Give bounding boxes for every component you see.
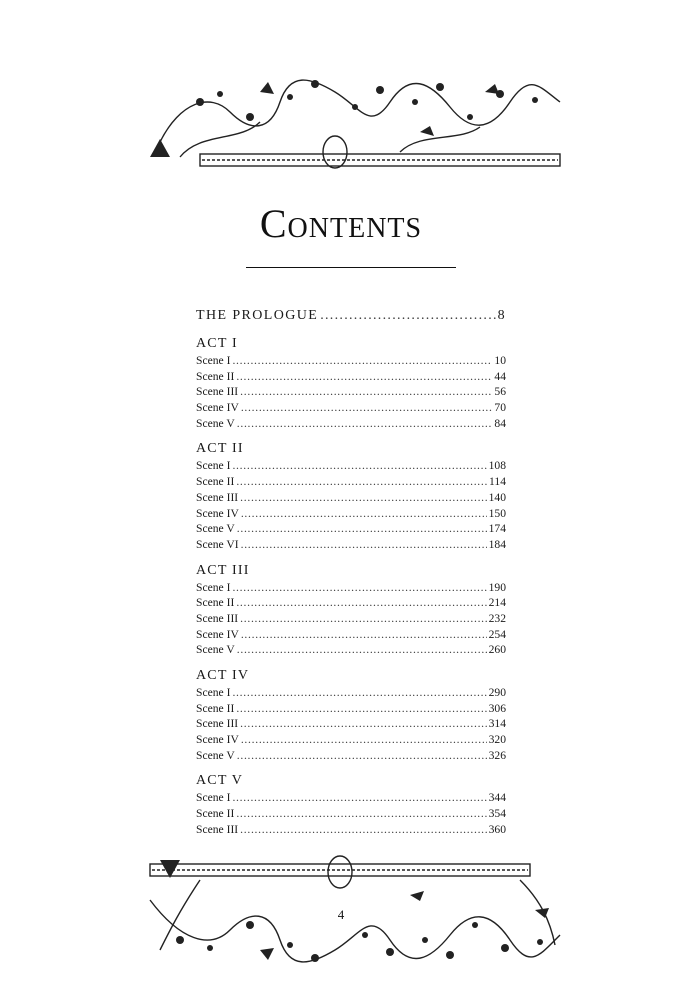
- toc-entry-scene[interactable]: [196, 474, 506, 490]
- entry-label: Scene V: [196, 416, 235, 430]
- entry-page: 114: [489, 475, 506, 489]
- dot-leader: [320, 308, 495, 324]
- entry-page: 306: [488, 701, 506, 715]
- toc-entry-scene[interactable]: [196, 642, 506, 658]
- dot-leader: [240, 384, 492, 400]
- entry-page: 84: [494, 416, 506, 430]
- toc-entry-scene[interactable]: [196, 521, 506, 537]
- dot-leader: [232, 685, 486, 701]
- toc-entry-scene[interactable]: [196, 790, 506, 806]
- entry-label: Scene III: [196, 717, 239, 731]
- act-heading[interactable]: ACT IV: [196, 668, 250, 683]
- act-heading[interactable]: ACT I: [196, 336, 238, 351]
- entry-label: THE PROLOGUE: [196, 308, 319, 323]
- dot-leader: [232, 458, 486, 474]
- dot-leader: [236, 369, 492, 385]
- title-divider: [246, 267, 456, 268]
- dot-leader: [240, 822, 486, 838]
- entry-page: 354: [488, 807, 506, 821]
- dot-leader: [237, 748, 487, 764]
- entry-label: Scene III: [196, 385, 239, 399]
- act-section: [196, 773, 506, 837]
- toc-entry-scene[interactable]: [196, 458, 506, 474]
- entry-page: 184: [488, 537, 506, 551]
- entry-page: 56: [494, 385, 506, 399]
- dot-leader: [240, 490, 486, 506]
- entry-label: Scene III: [196, 490, 239, 504]
- floral-vine-ornament-icon: [140, 72, 570, 182]
- entry-label: Scene I: [196, 354, 231, 367]
- entry-label: Scene II: [196, 596, 235, 610]
- toc-entry-scene[interactable]: [196, 490, 506, 506]
- act-section: [196, 441, 506, 552]
- entry-label: Scene I: [196, 580, 231, 594]
- dot-leader: [236, 474, 487, 490]
- entry-label: Scene IV: [196, 627, 239, 641]
- entry-label: Scene II: [196, 807, 235, 821]
- entry-page: 320: [488, 733, 506, 747]
- table-of-contents: [196, 308, 506, 848]
- dot-leader: [237, 521, 487, 537]
- toc-entry-scene[interactable]: [196, 580, 506, 596]
- entry-page: 290: [488, 686, 506, 699]
- toc-entry-scene[interactable]: [196, 400, 506, 416]
- entry-page: 314: [488, 717, 506, 731]
- entry-label: Scene V: [196, 643, 235, 657]
- entry-page: 190: [488, 580, 506, 594]
- act-heading[interactable]: ACT V: [196, 773, 244, 789]
- entry-page: 150: [488, 506, 506, 520]
- entry-page: 44: [494, 369, 506, 383]
- entry-page: 174: [488, 522, 506, 536]
- act-section: [196, 336, 506, 431]
- entry-label: Scene V: [196, 748, 235, 762]
- toc-entry-scene[interactable]: [196, 506, 506, 522]
- entry-label: Scene V: [196, 522, 235, 536]
- dot-leader: [241, 537, 487, 553]
- entry-page: 260: [488, 643, 506, 657]
- dot-leader: [240, 716, 486, 732]
- entry-page: 254: [488, 627, 506, 641]
- entry-page: 140: [488, 490, 506, 504]
- toc-entry-scene[interactable]: [196, 595, 506, 611]
- act-section: [196, 668, 506, 763]
- page-title: Contents: [259, 201, 423, 246]
- toc-entry-scene[interactable]: [196, 384, 506, 400]
- toc-entry-scene[interactable]: [196, 732, 506, 748]
- entry-label: Scene III: [196, 822, 239, 836]
- toc-entry-scene[interactable]: [196, 806, 506, 822]
- entry-page: 232: [488, 611, 506, 625]
- entry-label: Scene IV: [196, 733, 239, 747]
- dot-leader: [241, 627, 487, 643]
- entry-label: Scene II: [196, 369, 235, 383]
- entry-page: 108: [488, 459, 506, 473]
- toc-entry-scene[interactable]: [196, 716, 506, 732]
- entry-page: 326: [488, 748, 506, 762]
- toc-entry-scene[interactable]: [196, 701, 506, 717]
- entry-page: 10: [494, 354, 506, 367]
- dot-leader: [232, 353, 492, 369]
- dot-leader: [241, 732, 487, 748]
- toc-entry-scene[interactable]: [196, 822, 506, 838]
- dot-leader: [237, 416, 493, 432]
- top-floral-ornament: [140, 72, 570, 182]
- entry-label: Scene IV: [196, 401, 239, 415]
- toc-entry-scene[interactable]: [196, 353, 506, 369]
- dot-leader: [240, 611, 486, 627]
- toc-entry-scene[interactable]: [196, 369, 506, 385]
- entry-page: 360: [488, 822, 506, 836]
- toc-entry-scene[interactable]: [196, 627, 506, 643]
- entry-label: Scene VI: [196, 537, 239, 551]
- toc-entry-scene[interactable]: [196, 537, 506, 553]
- dot-leader: [232, 580, 486, 596]
- page-number: 4: [337, 907, 345, 922]
- act-section: [196, 563, 506, 658]
- entry-page: 8: [497, 308, 506, 323]
- toc-entry-scene[interactable]: [196, 611, 506, 627]
- entry-label: Scene IV: [196, 506, 239, 520]
- toc-entry-scene[interactable]: [196, 416, 506, 432]
- dot-leader: [232, 790, 486, 806]
- toc-entry-scene[interactable]: [196, 748, 506, 764]
- dot-leader: [236, 701, 486, 717]
- dot-leader: [236, 806, 486, 822]
- entry-page: 70: [494, 401, 506, 415]
- act-heading[interactable]: ACT II: [196, 441, 244, 457]
- dot-leader: [241, 400, 493, 416]
- dot-leader: [236, 595, 486, 611]
- toc-entry-scene[interactable]: [196, 685, 506, 701]
- entry-label: Scene I: [196, 459, 231, 473]
- toc-entry-prologue[interactable]: [196, 308, 506, 326]
- entry-label: Scene II: [196, 475, 235, 489]
- act-heading[interactable]: ACT III: [196, 562, 250, 578]
- entry-page: 344: [488, 791, 506, 805]
- entry-label: Scene I: [196, 686, 231, 699]
- dot-leader: [237, 642, 487, 658]
- entry-label: Scene I: [196, 791, 231, 805]
- dot-leader: [241, 506, 487, 522]
- entry-label: Scene III: [196, 611, 239, 625]
- entry-page: 214: [488, 596, 506, 610]
- entry-label: Scene II: [196, 701, 235, 715]
